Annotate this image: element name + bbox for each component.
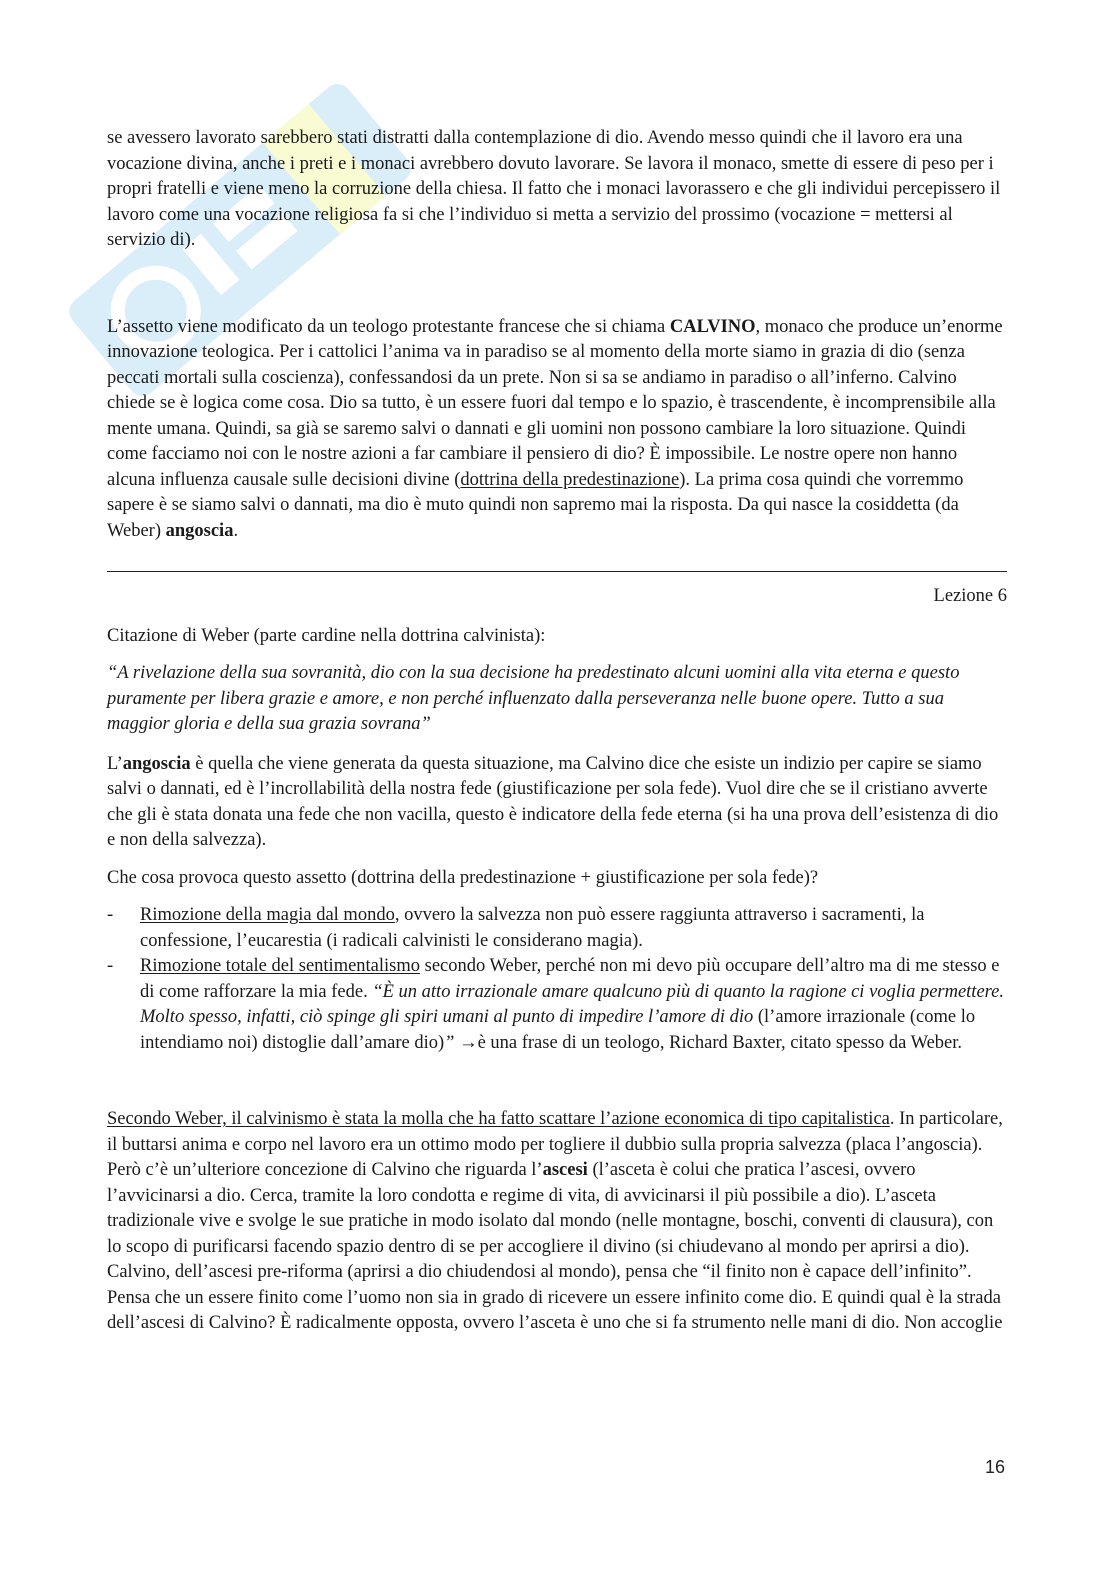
text-run: . <box>233 520 239 541</box>
text-run: (l’asceta è colui che pratica l’ascesi, ovvero l’avvicinarsi a dio. Cerca, tramite la loro condotta e regime di vita, di avvicinarsi il più possibile a dio). L’asceta tradizionale vive e svolge le sue pratiche in modo isolato dal mondo (nelle montagne, boschi, conventi di clausura), con lo scopo di purificarsi facendo spazio dentro di se per accogliere il divino (si chiudevano al mondo per aprirsi a dio). Calvino, dell’ascesi pre-riforma (aprirsi a dio chiudendosi al mondo), pensa che “il finito non è capace dell’infinito”. Pensa che un essere finito come l’uomo non sia in grado di ricevere un essere infinito come dio. E quindi qual è la strada dell’ascesi di Calvino? È radicalmente opposta, ovvero l’asceta è uno che si fa strumento nelle mani di dio. Non accoglie <box>107 1160 1003 1333</box>
bold-angoscia: angoscia <box>165 520 234 541</box>
text-run: , monaco che produce un’enorme innovazione teologica. Per i cattolici l’anima va in paradiso se al momento della morte siamo in grazia di dio (senza peccati mortali sulla coscienza), confessandosi da un prete. Non si sa se andiamo in paradiso o all’inferno. Calvino chiede se è logica come cosa. Dio sa tutto, è un essere fuori dal tempo e lo spazio, è trascendente, è incomprensibile alla mente umana. Quindi, sa già se saremo salvi o dannati e gli uomini non possono cambiare la loro situazione. Quindi come facciamo noi con le nostre azioni a far cambiare il pensiero di dio? È impossibile. Le nostre opere non hanno alcuna influenza causale sulle decisioni divine ( <box>107 316 1003 490</box>
page-number: 16 <box>984 1457 1005 1477</box>
italic-quote: ” <box>444 1032 455 1053</box>
paragraph-calvino <box>107 315 1007 545</box>
text-run: secondo Weber, perché non mi devo più occupare dell’altro ma di me stesso e di come rafforzare la mia fede. <box>140 956 1000 1002</box>
text-run: L’ <box>107 753 123 774</box>
text-run: . In particolare, il buttarsi anima e corpo nel lavoro era un ottimo modo per togliere il dubbio sulla propria salvezza (placa l’angoscia). Però c’è un’ulteriore concezione di Calvino che riguarda l’ <box>107 1109 1003 1180</box>
text-run: (l’amore irrazionale (come lo intendiamo noi) distoglie dall’amare dio) <box>140 1007 976 1053</box>
section-divider <box>107 571 1007 572</box>
consequences-list <box>107 903 1007 1056</box>
bold-angoscia: angoscia <box>122 753 191 774</box>
document-page <box>107 126 1007 1337</box>
text-run: L’assetto viene modificato da un teologo protestante francese che si chiama <box>107 316 670 337</box>
paragraph-capitalismo <box>107 1107 1007 1337</box>
paragraph-lavoro-vocazione: se avessero lavorato sarebbero stati distratti dalla contemplazione di dio. Avendo messo quindi che il lavoro era una vocazione divina, anche i preti e i monaci avrebbero dovuto lavorare. Se lavora il monaco, smette di essere di peso per i propri fratelli e viene meno la corruzione della chiesa. Il fatto che i monaci lavorassero e che gli individui percepissero il lavoro come una vocazione religiosa fa si che l’individuo si metta a servizio del prossimo (vocazione = mettersi al servizio di). <box>107 128 1001 250</box>
underline-term: Rimozione della magia dal mondo <box>140 905 395 925</box>
weber-quote: “A rivelazione della sua sovranità, dio con la sua decisione ha predestinato alcuni uomini alla vita eterna e questo puramente per libera grazie e amore, e non perché influenzato dalla perseveranza nelle buone opere. Tutto a sua maggior gloria e della sua grazia sovrana” <box>107 663 960 734</box>
list-bullet: - <box>107 956 114 976</box>
text-run: →è una frase di un teologo, Richard Baxter, citato spesso da Weber. <box>454 1032 963 1053</box>
text-run: è quella che viene generata da questa situazione, ma Calvino dice che esiste un indizio per capire se siamo salvi o dannati, ed è l’incrollabilità della nostra fede (giustificazione per sola fede). Vuol dire che se il cristiano avverte che gli è stata donata una fede che non vacilla, questo è indicatore della fede eterna (si ha una prova dell’esistenza di dio e non della salvezza). <box>107 753 999 850</box>
text-run: , ovvero la salvezza non può essere raggiunta attraverso i sacramenti, la confessione, l’eucarestia (i radicali calvinisti le considerano magia). <box>140 905 925 951</box>
list-item <box>107 954 1007 1056</box>
underline-thesis: Secondo Weber, il calvinismo è stata la molla che ha fatto scattare l’azione economica di tipo capitalistica <box>107 1109 890 1129</box>
text-run: ). La prima cosa quindi che vorremmo sapere è se siamo salvi o dannati, ma dio è muto quindi non sapremo mai la risposta. Da qui nasce la cosiddetta (da Weber) <box>107 469 964 541</box>
lesson-heading: Lezione 6 <box>933 586 1007 606</box>
underline-term: Rimozione totale del sentimentalismo <box>140 956 421 976</box>
underline-dottrina: dottrina della predestinazione <box>460 469 680 490</box>
citation-intro: Citazione di Weber (parte cardine nella dottrina calvinista): <box>107 625 546 646</box>
bold-calvino: CALVINO <box>669 316 756 337</box>
list-item <box>107 903 1007 954</box>
bold-ascesi: ascesi <box>542 1160 588 1180</box>
list-bullet: - <box>107 905 114 925</box>
italic-quote: “È un atto irrazionale amare qualcuno più di quanto la ragione ci voglia permettere. Molto spesso, infatti, ciò spinge gli spiri umani al punto di impedire l’amore di dio <box>140 981 1005 1027</box>
question-line: Che cosa provoca questo assetto (dottrina della predestinazione + giustificazione per sola fede)? <box>107 867 819 888</box>
paragraph-angoscia <box>107 752 1007 854</box>
